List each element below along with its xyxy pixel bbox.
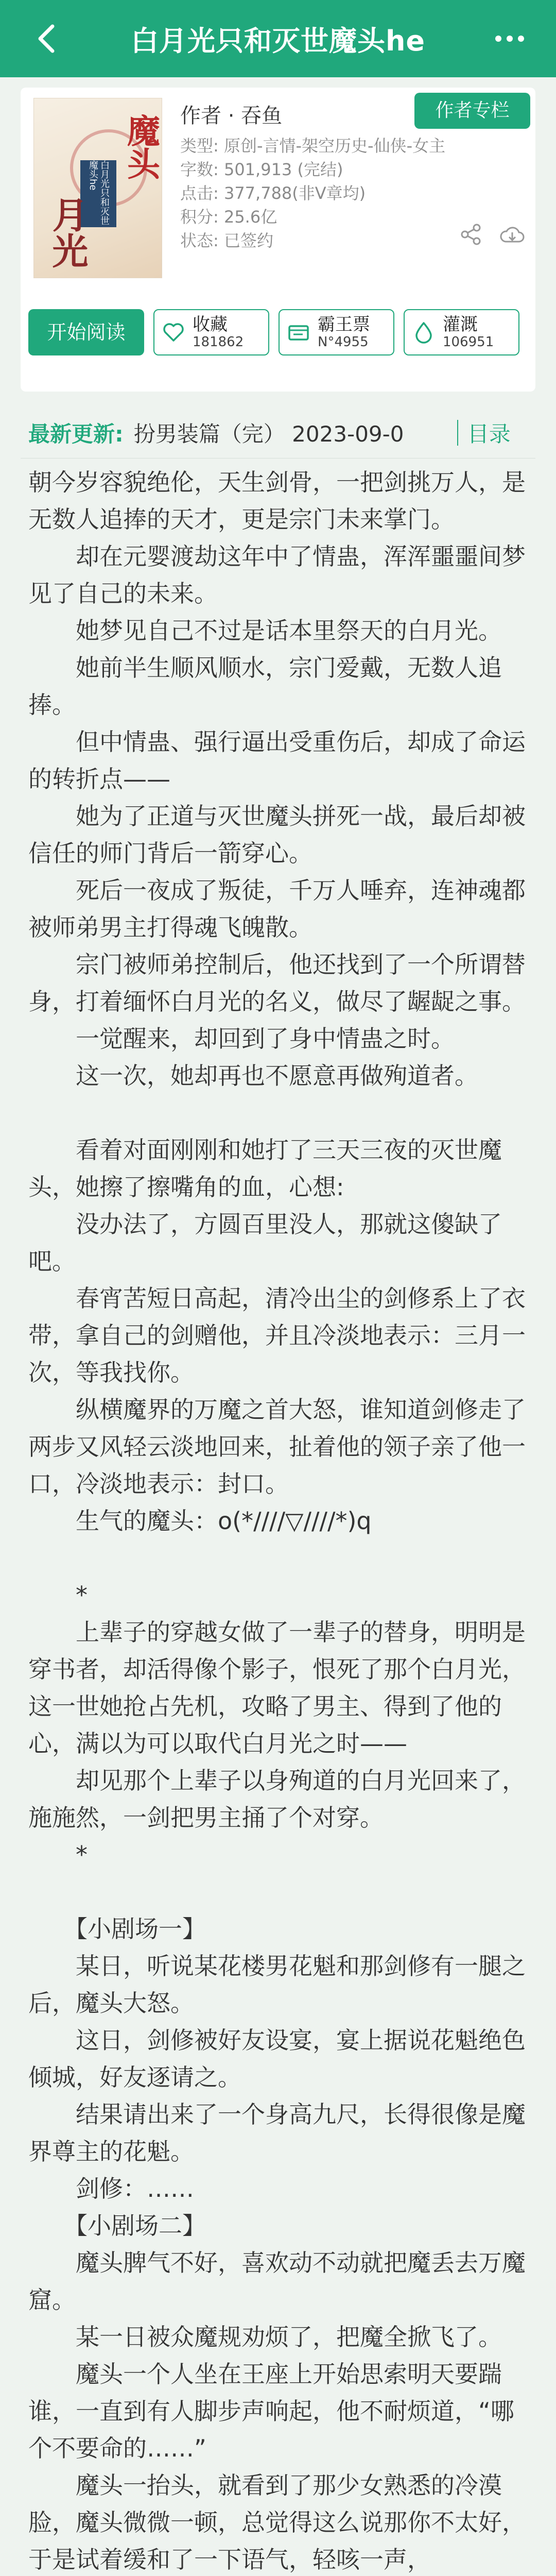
synopsis-paragraph: 看着对面刚刚和她打了三天三夜的灭世魔头，她擦了擦嘴角的血，心想: — [28, 1136, 502, 1201]
author-name[interactable]: 作者 · 吞鱼 — [180, 104, 283, 128]
synopsis-paragraph: 这日，剑修被好友设宴，宴上据说花魁绝色倾城，好友逐请之。 — [28, 2026, 526, 2091]
synopsis-paragraph: 却在元婴渡劫这年中了情蛊，浑浑噩噩间梦见了自己的未来。 — [28, 543, 526, 607]
meta-word-count: 字数: 501,913 (完结) — [180, 160, 343, 179]
synopsis-paragraph: 朝今岁容貌绝伦，天生剑骨，一把剑挑万人，是无数人追捧的天才，更是宗门未来掌门。 — [28, 468, 526, 533]
back-button[interactable] — [31, 18, 62, 59]
synopsis-paragraph: 宗门被师弟控制后，他还找到了一个所谓替身，打着缅怀白月光的名义，做尽了龌龊之事。 — [28, 951, 526, 1015]
synopsis-paragraph — [28, 1539, 530, 1577]
table-of-contents-link[interactable]: 目录 — [467, 421, 511, 447]
ticket-label: 霸王票 — [318, 314, 370, 335]
synopsis-paragraph: 但中情蛊、强行逼出受重伤后，却成了命运的转折点—— — [28, 728, 526, 793]
synopsis — [28, 464, 530, 2576]
download-icon[interactable] — [499, 222, 525, 247]
synopsis-paragraph: 魔头一个人坐在王座上开始思索明天要踹谁，一直到有人脚步声响起，他不耐烦道，“哪个不要命的……” — [28, 2360, 514, 2462]
water-count: 106951 — [443, 334, 494, 350]
meta-type: 类型: 原创-言情-架空历史-仙侠-女主 — [180, 136, 446, 156]
synopsis-paragraph: 死后一夜成了叛徒，千万人唾弃，连神魂都被师弟男主打得魂飞魄散。 — [28, 876, 526, 941]
synopsis-paragraph — [28, 1094, 530, 1131]
cover-title-bottom: 月光 — [46, 196, 89, 268]
collect-button[interactable] — [153, 309, 269, 355]
synopsis-paragraph: 【小剧场一】 — [28, 1915, 206, 1943]
synopsis-paragraph: * — [28, 1581, 88, 1609]
book-card — [21, 88, 535, 392]
start-reading-button[interactable]: 开始阅读 — [28, 309, 144, 355]
more-button[interactable] — [489, 21, 530, 57]
synopsis-paragraph: 生气的魔头：o(*////▽////*)q — [28, 1507, 372, 1535]
synopsis-paragraph: 她梦见自己不过是话本里祭天的白月光。 — [28, 617, 502, 645]
collect-count: 181862 — [193, 334, 244, 350]
synopsis-paragraph: 她为了正道与灭世魔头拼死一战，最后却被信任的师门背后一箭穿心。 — [28, 802, 526, 867]
synopsis-paragraph: 魔头一抬头，就看到了那少女熟悉的冷漠脸，魔头微微一顿，总觉得这么说那你不太好，于是试着缓和了一下语气，轻咳一声， — [28, 2471, 526, 2573]
water-label: 灌溉 — [443, 314, 478, 335]
collect-label: 收藏 — [193, 314, 228, 335]
synopsis-paragraph: 春宵苦短日高起，清冷出尘的剑修系上了衣带，拿自己的剑赠他，并且冷淡地表示：三月一次，等我找你。 — [28, 1284, 526, 1386]
ticket-button[interactable] — [279, 309, 394, 355]
more-dots-icon — [495, 36, 524, 42]
ticket-icon — [286, 319, 311, 345]
synopsis-paragraph: 上辈子的穿越女做了一辈子的替身，明明是穿书者，却活得像个影子，恨死了那个白月光，这一世她抢占先机，攻略了男主、得到了他的心，满以为可以取代白月光之时—— — [28, 1618, 526, 1757]
water-button[interactable] — [404, 309, 519, 355]
meta-status: 状态: 已签约 — [180, 231, 273, 250]
share-icon[interactable] — [458, 222, 484, 247]
cover-stamp: 白月光只和灭世魔头he — [80, 160, 116, 227]
synopsis-paragraph: 剑修：…… — [28, 2175, 194, 2202]
synopsis-paragraph: 这一次，她却再也不愿意再做殉道者。 — [28, 1062, 478, 1090]
action-bar — [28, 307, 533, 358]
synopsis-paragraph: 没办法了，方圆百里没人，那就这傻缺了吧。 — [28, 1210, 502, 1275]
synopsis-paragraph: 却见那个上辈子以身殉道的白月光回来了，施施然，一剑把男主捅了个对穿。 — [28, 1767, 526, 1832]
divider — [457, 420, 458, 446]
book-tools — [458, 222, 525, 247]
book-cover[interactable] — [33, 98, 162, 278]
heart-icon — [161, 319, 186, 345]
synopsis-paragraph: 结果请出来了一个身高九尺，长得很像是魔界尊主的花魁。 — [28, 2100, 526, 2165]
author-column-button[interactable]: 作者专栏 — [414, 93, 530, 129]
synopsis-paragraph: 魔头脾气不好，喜欢动不动就把魔丢去万魔窟。 — [28, 2249, 526, 2314]
synopsis-paragraph: 【小剧场二】 — [28, 2212, 206, 2240]
synopsis-paragraph: 某一日被众魔规劝烦了，把魔全掀飞了。 — [28, 2323, 502, 2351]
synopsis-paragraph: 一觉醒来，却回到了身中情蛊之时。 — [28, 1025, 455, 1053]
latest-update-label: 最新更新: — [28, 421, 124, 447]
synopsis-paragraph: 她前半生顺风顺水，宗门爱戴，无数人追捧。 — [28, 654, 502, 719]
synopsis-paragraph: 某日，听说某花楼男花魁和那剑修有一腿之后，魔头大怒。 — [28, 1952, 526, 2017]
page-title: 白月光只和灭世魔头he — [130, 24, 426, 57]
ticket-count: N°4955 — [318, 334, 369, 350]
cover-title-top: 魔头 — [121, 114, 160, 180]
latest-update-bar[interactable] — [21, 407, 535, 459]
synopsis-paragraph — [28, 1873, 530, 1910]
droplet-icon — [411, 319, 437, 345]
meta-clicks: 点击: 377,788(非V章均) — [180, 183, 366, 203]
synopsis-paragraph: 纵横魔界的万魔之首大怒，谁知道剑修走了两步又风轻云淡地回来，扯着他的领子亲了他一口，冷淡地表示：封口。 — [28, 1396, 526, 1498]
latest-chapter[interactable]: 扮男装篇（完） 2023-09-0 — [133, 421, 404, 447]
meta-score: 积分: 25.6亿 — [180, 207, 277, 227]
synopsis-paragraph: * — [28, 1841, 88, 1869]
chevron-left-icon — [36, 23, 57, 54]
top-bar — [0, 0, 556, 77]
